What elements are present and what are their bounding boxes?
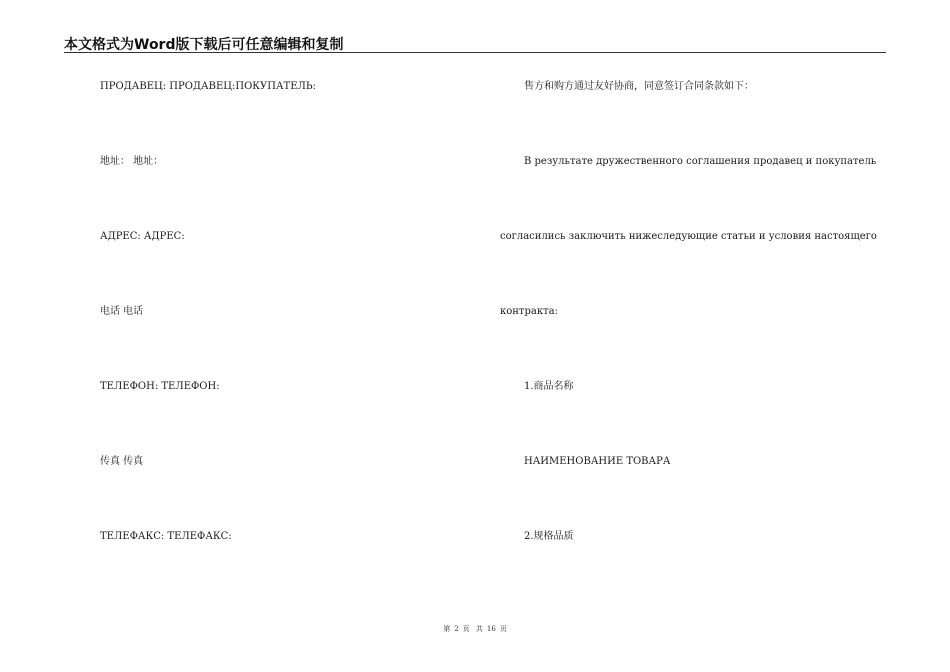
address-label-cn: 地址： 地址： <box>100 156 164 167</box>
header-divider <box>64 52 886 53</box>
total-prefix: 共 <box>475 625 483 633</box>
section-1-heading-ru: НАИМЕНОВАНИЕ ТОВАРА <box>524 456 671 467</box>
agreement-intro-ru-3: контракта: <box>500 306 558 317</box>
page-number-footer <box>0 624 950 634</box>
total-pages: 16 <box>486 625 496 633</box>
agreement-intro-cn: 售方和购方通过友好协商，同意签订合同条款如下： <box>524 81 754 92</box>
phone-label-cn: 电话 电话 <box>100 306 144 317</box>
current-page: 2 <box>454 625 459 633</box>
section-1-heading-cn: 1.商品名称 <box>524 381 574 392</box>
seller-buyer-label-ru: ПРОДАВЕЦ: ПРОДАВЕЦ:ПОКУПАТЕЛЬ: <box>100 81 316 92</box>
phone-label-ru: ТЕЛЕФОН: ТЕЛЕФОН: <box>100 381 220 392</box>
fax-label-ru: ТЕЛЕФАКС: ТЕЛЕФАКС: <box>100 531 232 542</box>
total-unit: 页 <box>499 625 507 633</box>
agreement-intro-ru-2: согласились заключить нижеследующие статьи и условия настоящего <box>500 231 877 242</box>
fax-label-cn: 传真 传真 <box>100 456 144 467</box>
agreement-intro-ru-1: В результате дружественного соглашения продавец и покупатель <box>524 156 877 167</box>
address-label-ru: АДРЕС: АДРЕС: <box>100 231 185 242</box>
page-prefix: 第 <box>443 625 451 633</box>
section-2-heading-cn: 2.规格品质 <box>524 531 574 542</box>
header-title: 本文格式为Word版下载后可任意编辑和复制 <box>64 37 344 53</box>
page-unit: 页 <box>462 625 470 633</box>
